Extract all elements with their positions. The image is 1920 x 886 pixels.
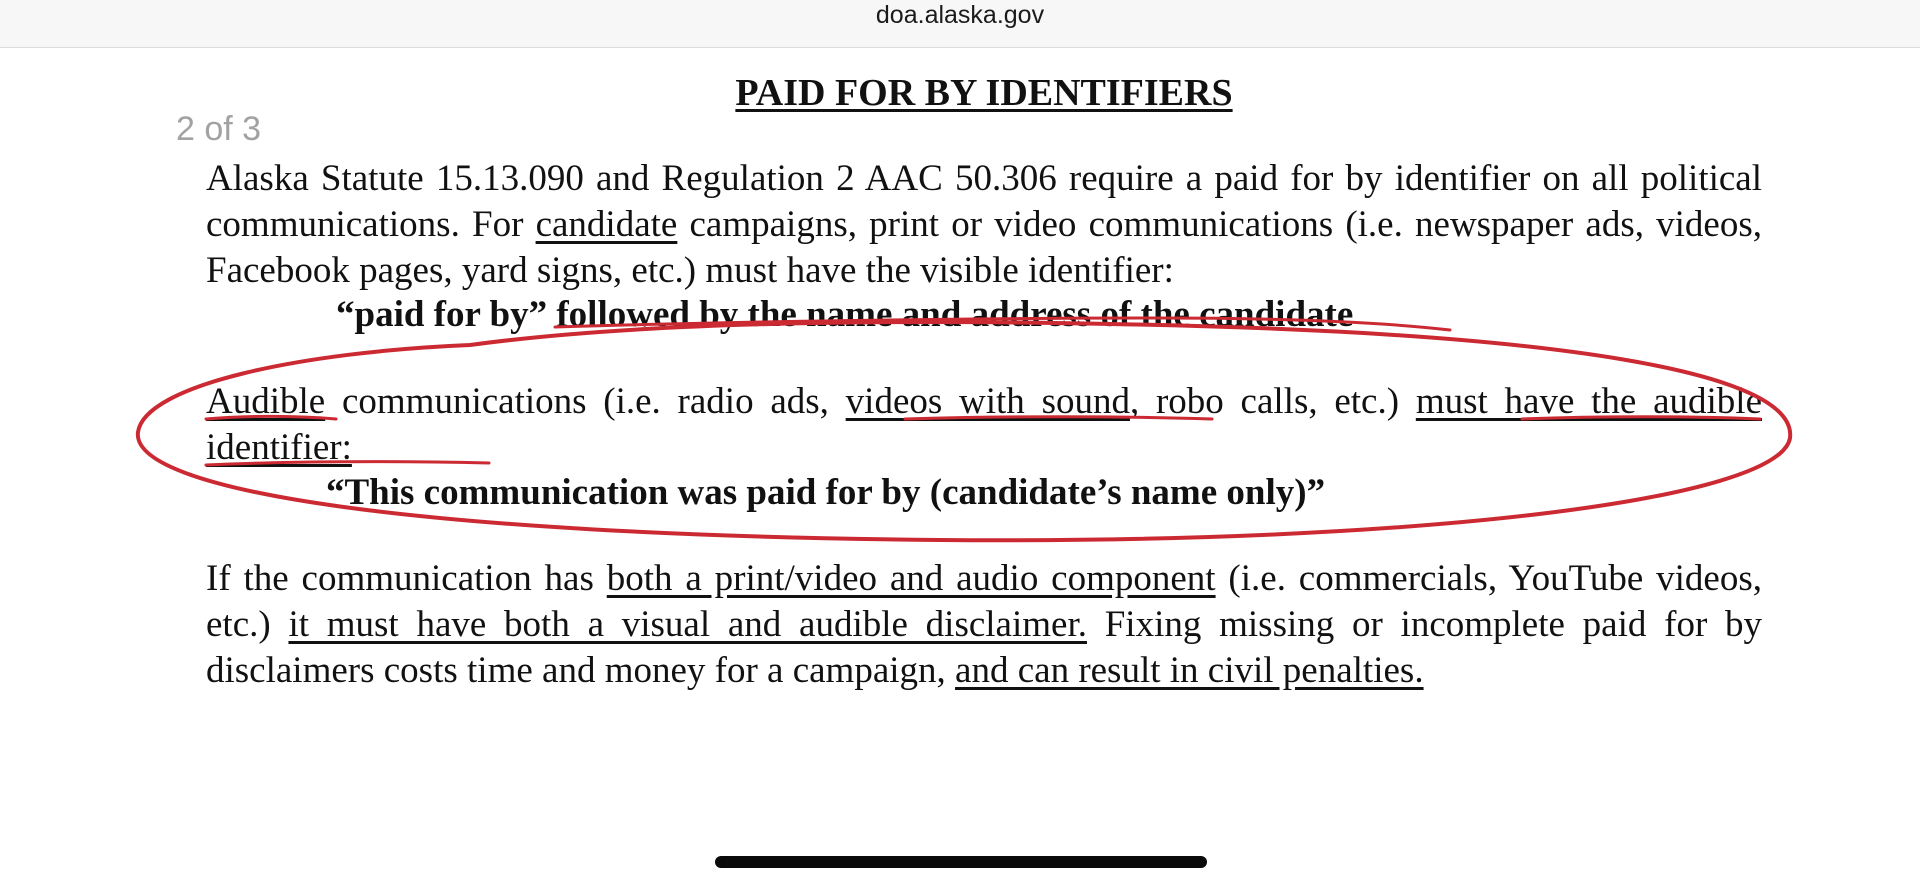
underlined-candidate: candidate bbox=[535, 204, 678, 245]
audible-identifier-requirement: “This communication was paid for by (candidate’s name only)” bbox=[326, 472, 1326, 513]
document-title: PAID FOR BY IDENTIFIERS bbox=[735, 72, 1233, 114]
underlined-print-video-audio: both a print/video and audio component bbox=[606, 558, 1216, 599]
browser-address-bar[interactable] bbox=[0, 0, 1920, 48]
para1-text-1: Alaska Statute 15.13.090 and Regulation 2 AAC 50.306 require a paid for by identifier on all political communications. For bbox=[206, 158, 1762, 245]
para3-text-2: (i.e. commercials, YouTube videos, etc.) bbox=[206, 558, 1762, 645]
para2-text-2: , robo calls, etc.) bbox=[1129, 381, 1416, 422]
visible-identifier-requirement: “paid for by” followed by the name and address of the candidate bbox=[336, 294, 1354, 335]
underlined-civil-penalties: and can result in civil penalties. bbox=[955, 650, 1424, 691]
underlined-audible: Audible bbox=[206, 381, 326, 422]
para2-text-1: communications (i.e. radio ads, bbox=[325, 381, 846, 422]
para3-text-1: If the communication has bbox=[206, 558, 607, 599]
paragraph-audible-identifier bbox=[206, 379, 1762, 471]
underlined-audible-identifier: must have the audible identifier: bbox=[206, 381, 1762, 468]
paragraph-disclaimer bbox=[206, 556, 1762, 694]
underlined-visual-audible-disclaimer: it must have both a visual and audible disclaimer. bbox=[288, 604, 1087, 645]
paragraph-visible-identifier bbox=[206, 156, 1762, 294]
url-text[interactable]: doa.alaska.gov bbox=[875, 1, 1045, 29]
underlined-videos-with-sound: videos with sound bbox=[845, 381, 1130, 422]
para3-text-3: Fixing missing or incomplete paid for by disclaimers costs time and money for a campaign, bbox=[206, 604, 1763, 691]
para1-text-2: campaigns, print or video communications (i.e. newspaper ads, videos, Facebook pages, yard signs, etc.) must have the visible identifier: bbox=[206, 204, 1762, 291]
page-counter: 2 of 3 bbox=[176, 110, 262, 148]
home-indicator-bar[interactable] bbox=[715, 856, 1207, 868]
